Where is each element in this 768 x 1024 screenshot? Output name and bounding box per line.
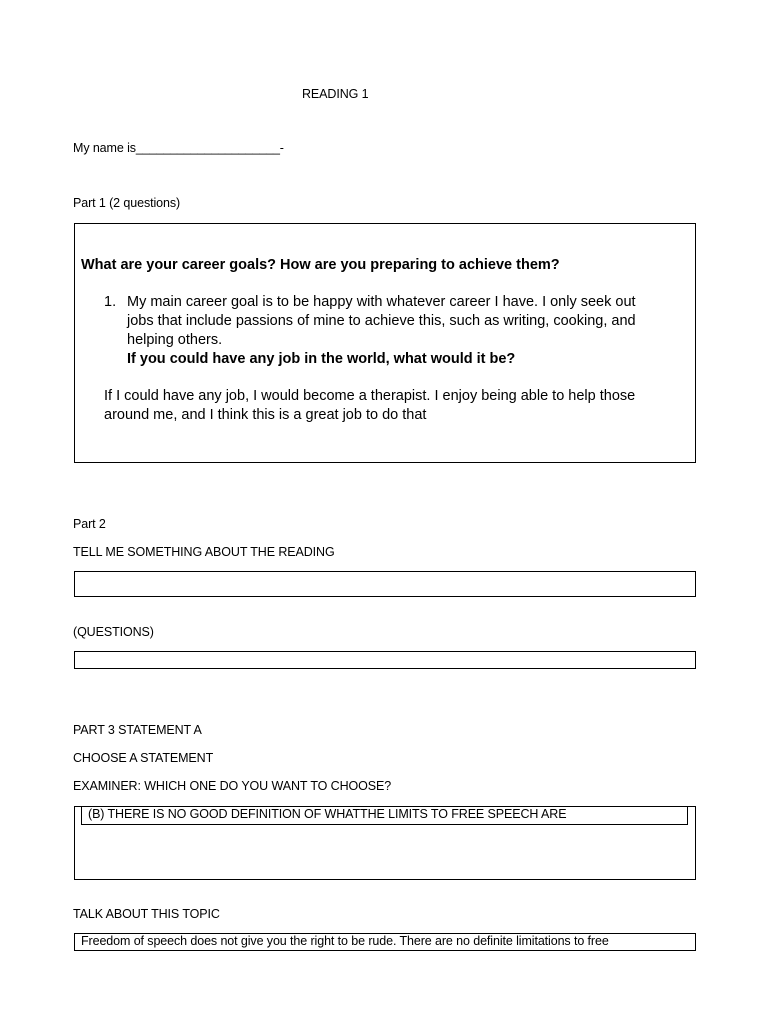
part1-answer1-line3: helping others. [127,332,223,348]
questions-label: (QUESTIONS) [73,625,154,639]
talk-prompt: TALK ABOUT THIS TOPIC [73,907,220,921]
part2-prompt: TELL ME SOMETHING ABOUT THE READING [73,545,335,559]
part1-answer1-line2: jobs that include passions of mine to achieve this, such as writing, cooking, and [127,313,636,329]
part1-answer2-line2: around me, and I think this is a great job to do that [104,407,427,423]
part1-answer2-line1: If I could have any job, I would become a therapist. I enjoy being able to help those [104,388,636,404]
list-number: 1. [104,294,117,310]
statement-text: (B) THERE IS NO GOOD DEFINITION OF WHATTHE LIMITS TO FREE SPEECH ARE [88,807,567,821]
name-line: My name is_____________________- [73,141,284,155]
part1-question1: What are your career goals? How are you preparing to achieve them? [81,257,560,273]
part1-answer1-line1: My main career goal is to be happy with whatever career I have. I only seek out [127,294,636,310]
questions-answer-box[interactable] [74,651,696,669]
part2-heading: Part 2 [73,517,106,531]
part3-examiner: EXAMINER: WHICH ONE DO YOU WANT TO CHOOSE? [73,779,392,793]
part3-heading: PART 3 STATEMENT A [73,723,202,737]
page-title: READING 1 [302,87,369,101]
part1-heading: Part 1 (2 questions) [73,196,181,210]
talk-answer-text: Freedom of speech does not give you the right to be rude. There are no definite limitations to free [81,934,609,948]
part1-question2: If you could have any job in the world, what would it be? [127,351,516,367]
reading-answer-box[interactable] [74,571,696,597]
part3-choose: CHOOSE A STATEMENT [73,751,214,765]
